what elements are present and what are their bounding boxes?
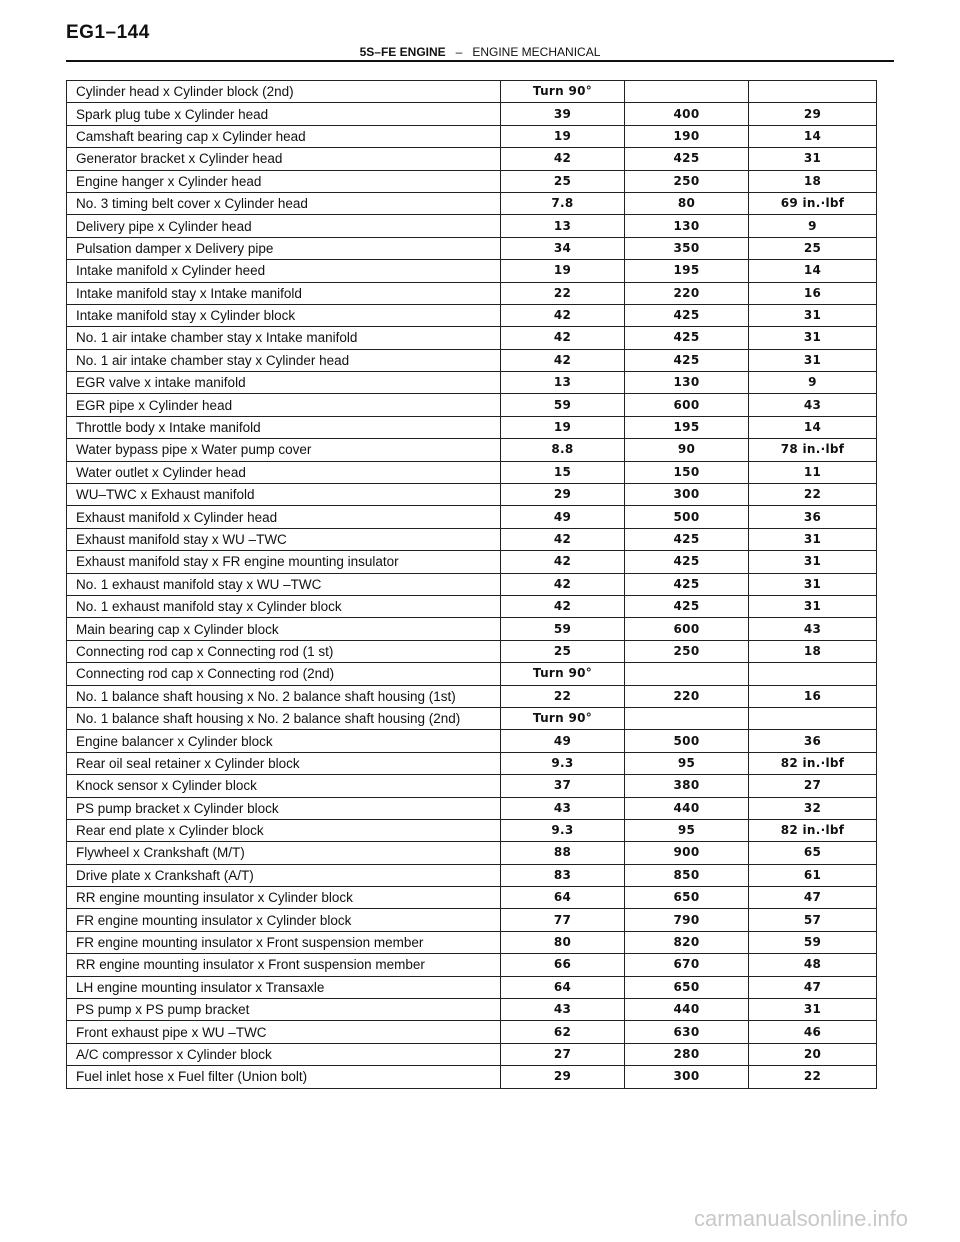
- header-separator: –: [455, 45, 463, 59]
- kgf-cm-cell: 425: [625, 595, 749, 617]
- ft-lbf-cell: 9: [749, 372, 877, 394]
- part-cell: Exhaust manifold x Cylinder head: [67, 506, 501, 528]
- part-cell: No. 1 balance shaft housing x No. 2 balance shaft housing (2nd): [67, 707, 501, 729]
- part-cell: Front exhaust pipe x WU –TWC: [67, 1021, 501, 1043]
- nm-cell: 43: [501, 797, 625, 819]
- ft-lbf-cell: 36: [749, 730, 877, 752]
- table-row: [67, 909, 877, 931]
- table-row: [67, 618, 877, 640]
- table-row: [67, 797, 877, 819]
- kgf-cm-cell: 130: [625, 372, 749, 394]
- nm-cell: 66: [501, 954, 625, 976]
- table-row: [67, 685, 877, 707]
- table-row: [67, 1043, 877, 1065]
- ft-lbf-cell: 31: [749, 349, 877, 371]
- part-cell: Knock sensor x Cylinder block: [67, 775, 501, 797]
- kgf-cm-cell: [625, 663, 749, 685]
- part-cell: Cylinder head x Cylinder block (2nd): [67, 81, 501, 103]
- kgf-cm-cell: 95: [625, 752, 749, 774]
- kgf-cm-cell: 900: [625, 842, 749, 864]
- part-cell: Rear end plate x Cylinder block: [67, 819, 501, 841]
- kgf-cm-cell: 790: [625, 909, 749, 931]
- kgf-cm-cell: 425: [625, 528, 749, 550]
- table-row: [67, 528, 877, 550]
- nm-cell: 29: [501, 1066, 625, 1088]
- nm-cell: 22: [501, 685, 625, 707]
- kgf-cm-cell: 250: [625, 640, 749, 662]
- kgf-cm-cell: 500: [625, 730, 749, 752]
- nm-cell: Turn 90°: [501, 663, 625, 685]
- part-cell: Water outlet x Cylinder head: [67, 461, 501, 483]
- part-cell: No. 1 air intake chamber stay x Cylinder head: [67, 349, 501, 371]
- nm-cell: 27: [501, 1043, 625, 1065]
- kgf-cm-cell: 500: [625, 506, 749, 528]
- kgf-cm-cell: 600: [625, 618, 749, 640]
- nm-cell: 9.3: [501, 819, 625, 841]
- ft-lbf-cell: 31: [749, 999, 877, 1021]
- table-row: [67, 506, 877, 528]
- table-row: [67, 461, 877, 483]
- table-row: [67, 730, 877, 752]
- ft-lbf-cell: 14: [749, 260, 877, 282]
- part-cell: WU–TWC x Exhaust manifold: [67, 484, 501, 506]
- nm-cell: 19: [501, 125, 625, 147]
- part-cell: Intake manifold stay x Intake manifold: [67, 282, 501, 304]
- ft-lbf-cell: 14: [749, 125, 877, 147]
- kgf-cm-cell: 300: [625, 484, 749, 506]
- kgf-cm-cell: 190: [625, 125, 749, 147]
- nm-cell: 83: [501, 864, 625, 886]
- table-row: [67, 125, 877, 147]
- kgf-cm-cell: 425: [625, 349, 749, 371]
- ft-lbf-cell: 82 in.·lbf: [749, 819, 877, 841]
- part-cell: PS pump bracket x Cylinder block: [67, 797, 501, 819]
- nm-cell: 25: [501, 640, 625, 662]
- kgf-cm-cell: 90: [625, 439, 749, 461]
- ft-lbf-cell: 22: [749, 484, 877, 506]
- page-number: EG1–144: [66, 22, 150, 43]
- nm-cell: 22: [501, 282, 625, 304]
- table-row: [67, 81, 877, 103]
- kgf-cm-cell: 820: [625, 931, 749, 953]
- nm-cell: 7.8: [501, 192, 625, 214]
- kgf-cm-cell: 80: [625, 192, 749, 214]
- table-row: [67, 484, 877, 506]
- ft-lbf-cell: 59: [749, 931, 877, 953]
- table-row: [67, 103, 877, 125]
- kgf-cm-cell: 130: [625, 215, 749, 237]
- kgf-cm-cell: 220: [625, 685, 749, 707]
- table-row: [67, 775, 877, 797]
- table-row: [67, 595, 877, 617]
- kgf-cm-cell: 440: [625, 797, 749, 819]
- part-cell: Intake manifold x Cylinder heed: [67, 260, 501, 282]
- part-cell: A/C compressor x Cylinder block: [67, 1043, 501, 1065]
- ft-lbf-cell: 27: [749, 775, 877, 797]
- ft-lbf-cell: 46: [749, 1021, 877, 1043]
- ft-lbf-cell: [749, 707, 877, 729]
- ft-lbf-cell: 43: [749, 618, 877, 640]
- part-cell: EGR pipe x Cylinder head: [67, 394, 501, 416]
- ft-lbf-cell: 11: [749, 461, 877, 483]
- part-cell: No. 1 exhaust manifold stay x Cylinder block: [67, 595, 501, 617]
- kgf-cm-cell: 195: [625, 416, 749, 438]
- kgf-cm-cell: 425: [625, 573, 749, 595]
- ft-lbf-cell: 82 in.·lbf: [749, 752, 877, 774]
- ft-lbf-cell: 18: [749, 170, 877, 192]
- kgf-cm-cell: 425: [625, 327, 749, 349]
- nm-cell: 8.8: [501, 439, 625, 461]
- kgf-cm-cell: 380: [625, 775, 749, 797]
- ft-lbf-cell: 14: [749, 416, 877, 438]
- table-row: [67, 439, 877, 461]
- part-cell: No. 3 timing belt cover x Cylinder head: [67, 192, 501, 214]
- ft-lbf-cell: 16: [749, 685, 877, 707]
- table-row: [67, 327, 877, 349]
- nm-cell: 34: [501, 237, 625, 259]
- part-cell: Connecting rod cap x Connecting rod (1 st): [67, 640, 501, 662]
- nm-cell: 77: [501, 909, 625, 931]
- table-row: [67, 931, 877, 953]
- kgf-cm-cell: 95: [625, 819, 749, 841]
- table-row: [67, 192, 877, 214]
- torque-spec-table-body: [67, 81, 877, 1089]
- table-row: [67, 819, 877, 841]
- kgf-cm-cell: 650: [625, 976, 749, 998]
- ft-lbf-cell: 65: [749, 842, 877, 864]
- ft-lbf-cell: 48: [749, 954, 877, 976]
- part-cell: Camshaft bearing cap x Cylinder head: [67, 125, 501, 147]
- kgf-cm-cell: 195: [625, 260, 749, 282]
- nm-cell: 42: [501, 528, 625, 550]
- nm-cell: 42: [501, 148, 625, 170]
- header-title: [0, 45, 960, 59]
- kgf-cm-cell: 650: [625, 887, 749, 909]
- ft-lbf-cell: 31: [749, 573, 877, 595]
- table-row: [67, 170, 877, 192]
- part-cell: Exhaust manifold stay x WU –TWC: [67, 528, 501, 550]
- table-row: [67, 304, 877, 326]
- table-row: [67, 640, 877, 662]
- ft-lbf-cell: 32: [749, 797, 877, 819]
- kgf-cm-cell: [625, 81, 749, 103]
- table-row: [67, 999, 877, 1021]
- table-row: [67, 282, 877, 304]
- kgf-cm-cell: 600: [625, 394, 749, 416]
- part-cell: RR engine mounting insulator x Cylinder block: [67, 887, 501, 909]
- table-row: [67, 237, 877, 259]
- part-cell: Flywheel x Crankshaft (M/T): [67, 842, 501, 864]
- part-cell: EGR valve x intake manifold: [67, 372, 501, 394]
- nm-cell: 59: [501, 394, 625, 416]
- part-cell: Fuel inlet hose x Fuel filter (Union bolt): [67, 1066, 501, 1088]
- table-row: [67, 752, 877, 774]
- ft-lbf-cell: [749, 81, 877, 103]
- ft-lbf-cell: 31: [749, 148, 877, 170]
- nm-cell: 42: [501, 349, 625, 371]
- section-name: ENGINE MECHANICAL: [472, 45, 601, 59]
- nm-cell: 25: [501, 170, 625, 192]
- part-cell: Main bearing cap x Cylinder block: [67, 618, 501, 640]
- nm-cell: 13: [501, 372, 625, 394]
- table-row: [67, 954, 877, 976]
- ft-lbf-cell: 25: [749, 237, 877, 259]
- part-cell: FR engine mounting insulator x Cylinder block: [67, 909, 501, 931]
- nm-cell: Turn 90°: [501, 707, 625, 729]
- table-row: [67, 416, 877, 438]
- table-row: [67, 842, 877, 864]
- ft-lbf-cell: 22: [749, 1066, 877, 1088]
- part-cell: Rear oil seal retainer x Cylinder block: [67, 752, 501, 774]
- table-row: [67, 976, 877, 998]
- part-cell: Intake manifold stay x Cylinder block: [67, 304, 501, 326]
- part-cell: Throttle body x Intake manifold: [67, 416, 501, 438]
- kgf-cm-cell: 425: [625, 304, 749, 326]
- ft-lbf-cell: 31: [749, 528, 877, 550]
- nm-cell: 15: [501, 461, 625, 483]
- nm-cell: 43: [501, 999, 625, 1021]
- part-cell: No. 1 air intake chamber stay x Intake manifold: [67, 327, 501, 349]
- table-row: [67, 1021, 877, 1043]
- nm-cell: 9.3: [501, 752, 625, 774]
- table-row: [67, 551, 877, 573]
- nm-cell: 39: [501, 103, 625, 125]
- nm-cell: 64: [501, 976, 625, 998]
- nm-cell: 42: [501, 304, 625, 326]
- ft-lbf-cell: 16: [749, 282, 877, 304]
- nm-cell: 64: [501, 887, 625, 909]
- table-row: [67, 148, 877, 170]
- part-cell: PS pump x PS pump bracket: [67, 999, 501, 1021]
- ft-lbf-cell: 69 in.·lbf: [749, 192, 877, 214]
- table-row: [67, 215, 877, 237]
- part-cell: Connecting rod cap x Connecting rod (2nd): [67, 663, 501, 685]
- ft-lbf-cell: 31: [749, 304, 877, 326]
- part-cell: RR engine mounting insulator x Front suspension member: [67, 954, 501, 976]
- ft-lbf-cell: 61: [749, 864, 877, 886]
- ft-lbf-cell: 20: [749, 1043, 877, 1065]
- ft-lbf-cell: 31: [749, 327, 877, 349]
- kgf-cm-cell: 220: [625, 282, 749, 304]
- part-cell: Drive plate x Crankshaft (A/T): [67, 864, 501, 886]
- nm-cell: 42: [501, 595, 625, 617]
- kgf-cm-cell: 850: [625, 864, 749, 886]
- part-cell: Pulsation damper x Delivery pipe: [67, 237, 501, 259]
- table-row: [67, 707, 877, 729]
- torque-spec-table: [66, 80, 877, 1089]
- part-cell: Exhaust manifold stay x FR engine mounting insulator: [67, 551, 501, 573]
- kgf-cm-cell: 280: [625, 1043, 749, 1065]
- table-row: [67, 864, 877, 886]
- nm-cell: 59: [501, 618, 625, 640]
- table-row: [67, 260, 877, 282]
- nm-cell: 42: [501, 551, 625, 573]
- kgf-cm-cell: 425: [625, 551, 749, 573]
- ft-lbf-cell: 9: [749, 215, 877, 237]
- table-row: [67, 372, 877, 394]
- nm-cell: 80: [501, 931, 625, 953]
- ft-lbf-cell: 57: [749, 909, 877, 931]
- part-cell: Engine balancer x Cylinder block: [67, 730, 501, 752]
- ft-lbf-cell: 47: [749, 887, 877, 909]
- nm-cell: 29: [501, 484, 625, 506]
- nm-cell: Turn 90°: [501, 81, 625, 103]
- ft-lbf-cell: [749, 663, 877, 685]
- ft-lbf-cell: 36: [749, 506, 877, 528]
- table-row: [67, 349, 877, 371]
- ft-lbf-cell: 18: [749, 640, 877, 662]
- table-row: [67, 887, 877, 909]
- kgf-cm-cell: 630: [625, 1021, 749, 1043]
- kgf-cm-cell: 250: [625, 170, 749, 192]
- nm-cell: 19: [501, 416, 625, 438]
- part-cell: LH engine mounting insulator x Transaxle: [67, 976, 501, 998]
- ft-lbf-cell: 43: [749, 394, 877, 416]
- ft-lbf-cell: 47: [749, 976, 877, 998]
- kgf-cm-cell: 670: [625, 954, 749, 976]
- part-cell: No. 1 balance shaft housing x No. 2 balance shaft housing (1st): [67, 685, 501, 707]
- ft-lbf-cell: 29: [749, 103, 877, 125]
- table-row: [67, 1066, 877, 1088]
- kgf-cm-cell: 300: [625, 1066, 749, 1088]
- header-rule: [66, 60, 894, 62]
- nm-cell: 37: [501, 775, 625, 797]
- kgf-cm-cell: 150: [625, 461, 749, 483]
- kgf-cm-cell: 440: [625, 999, 749, 1021]
- nm-cell: 13: [501, 215, 625, 237]
- ft-lbf-cell: 78 in.·lbf: [749, 439, 877, 461]
- engine-name: 5S–FE ENGINE: [359, 45, 446, 59]
- watermark: carmanualsonline.info: [693, 1206, 908, 1231]
- kgf-cm-cell: [625, 707, 749, 729]
- nm-cell: 49: [501, 730, 625, 752]
- ft-lbf-cell: 31: [749, 551, 877, 573]
- nm-cell: 49: [501, 506, 625, 528]
- kgf-cm-cell: 400: [625, 103, 749, 125]
- part-cell: Generator bracket x Cylinder head: [67, 148, 501, 170]
- nm-cell: 62: [501, 1021, 625, 1043]
- nm-cell: 88: [501, 842, 625, 864]
- part-cell: Engine hanger x Cylinder head: [67, 170, 501, 192]
- part-cell: Water bypass pipe x Water pump cover: [67, 439, 501, 461]
- kgf-cm-cell: 350: [625, 237, 749, 259]
- part-cell: Delivery pipe x Cylinder head: [67, 215, 501, 237]
- table-row: [67, 573, 877, 595]
- part-cell: Spark plug tube x Cylinder head: [67, 103, 501, 125]
- nm-cell: 42: [501, 573, 625, 595]
- table-row: [67, 394, 877, 416]
- nm-cell: 42: [501, 327, 625, 349]
- part-cell: FR engine mounting insulator x Front suspension member: [67, 931, 501, 953]
- nm-cell: 19: [501, 260, 625, 282]
- table-row: [67, 663, 877, 685]
- part-cell: No. 1 exhaust manifold stay x WU –TWC: [67, 573, 501, 595]
- kgf-cm-cell: 425: [625, 148, 749, 170]
- ft-lbf-cell: 31: [749, 595, 877, 617]
